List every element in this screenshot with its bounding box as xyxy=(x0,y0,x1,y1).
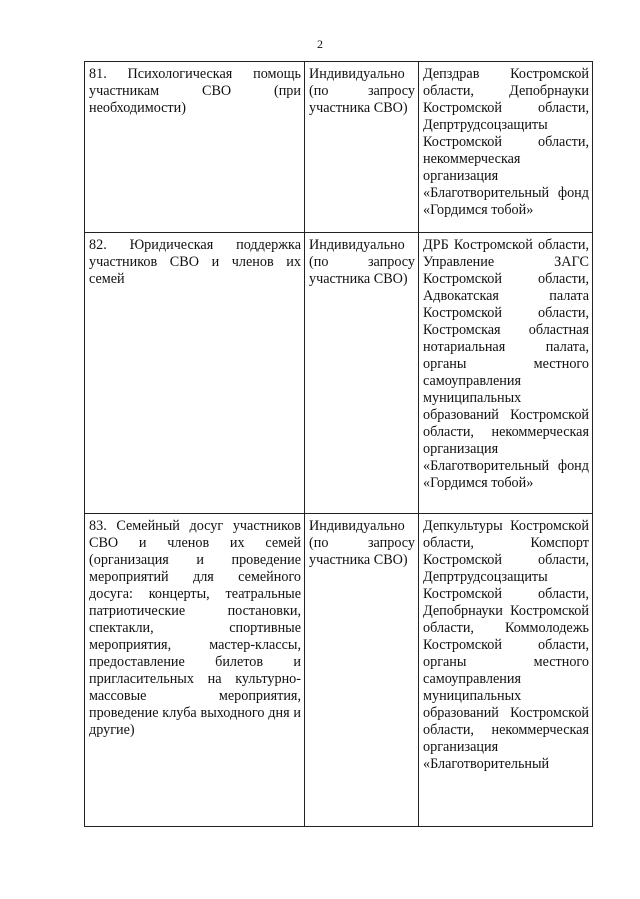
responsible-cell xyxy=(419,62,593,233)
activity-text: 82. Юридическая поддержка участников СВО и членов их семей xyxy=(89,237,301,287)
format-text: Индивидуально (по запросу участника СВО) xyxy=(309,237,415,287)
format-text: Индивидуально (по запросу участника СВО) xyxy=(309,518,415,568)
format-cell xyxy=(305,233,419,514)
activity-cell xyxy=(85,514,305,827)
format-cell xyxy=(305,514,419,827)
responsible-text: Депздрав Костромской области, Депобрнауки Костромской области, Депртрудсоцзащиты Костромской области, некоммерческая организация «Благотворительный фонд «Гордимся тобой» xyxy=(423,66,589,218)
format-cell xyxy=(305,62,419,233)
activity-text: 83. Семейный досуг участников СВО и членов их семей (организация и проведение мероприятий для семейного досуга: концерты, театральные патриотические постановки, спектакли, спортивные мероприятия, мастер-классы, предоставление билетов и пригласительных на культурно-массовые мероприятия, проведение клуба выходного дня и другие) xyxy=(89,518,301,738)
format-text: Индивидуально (по запросу участника СВО) xyxy=(309,66,415,116)
measures-table xyxy=(84,61,593,827)
activity-text: 81. Психологическая помощь участникам СВО (при необходимости) xyxy=(89,66,301,116)
responsible-text: Депкультуры Костромской области, Комспорт Костромской области, Депртрудсоцзащиты Костромской области, Депобрнауки Костромской области, Коммолодежь Костромской области, органы местного самоуправления муниципальных образований Костромской области, некоммерческая организация «Благотворительный xyxy=(423,518,589,772)
table-row xyxy=(85,62,593,233)
page-number: 2 xyxy=(317,37,323,51)
activity-cell xyxy=(85,62,305,233)
responsible-text: ДРБ Костромской области, Управление ЗАГС Костромской области, Адвокатская палата Костромской области, Костромская областная нотариальная палата, органы местного самоуправления муниципальных образований Костромской области, некоммерческая организация «Благотворительный фонд «Гордимся тобой» xyxy=(423,237,589,491)
table-row xyxy=(85,514,593,827)
table-row xyxy=(85,233,593,514)
activity-cell xyxy=(85,233,305,514)
responsible-cell xyxy=(419,233,593,514)
responsible-cell xyxy=(419,514,593,827)
